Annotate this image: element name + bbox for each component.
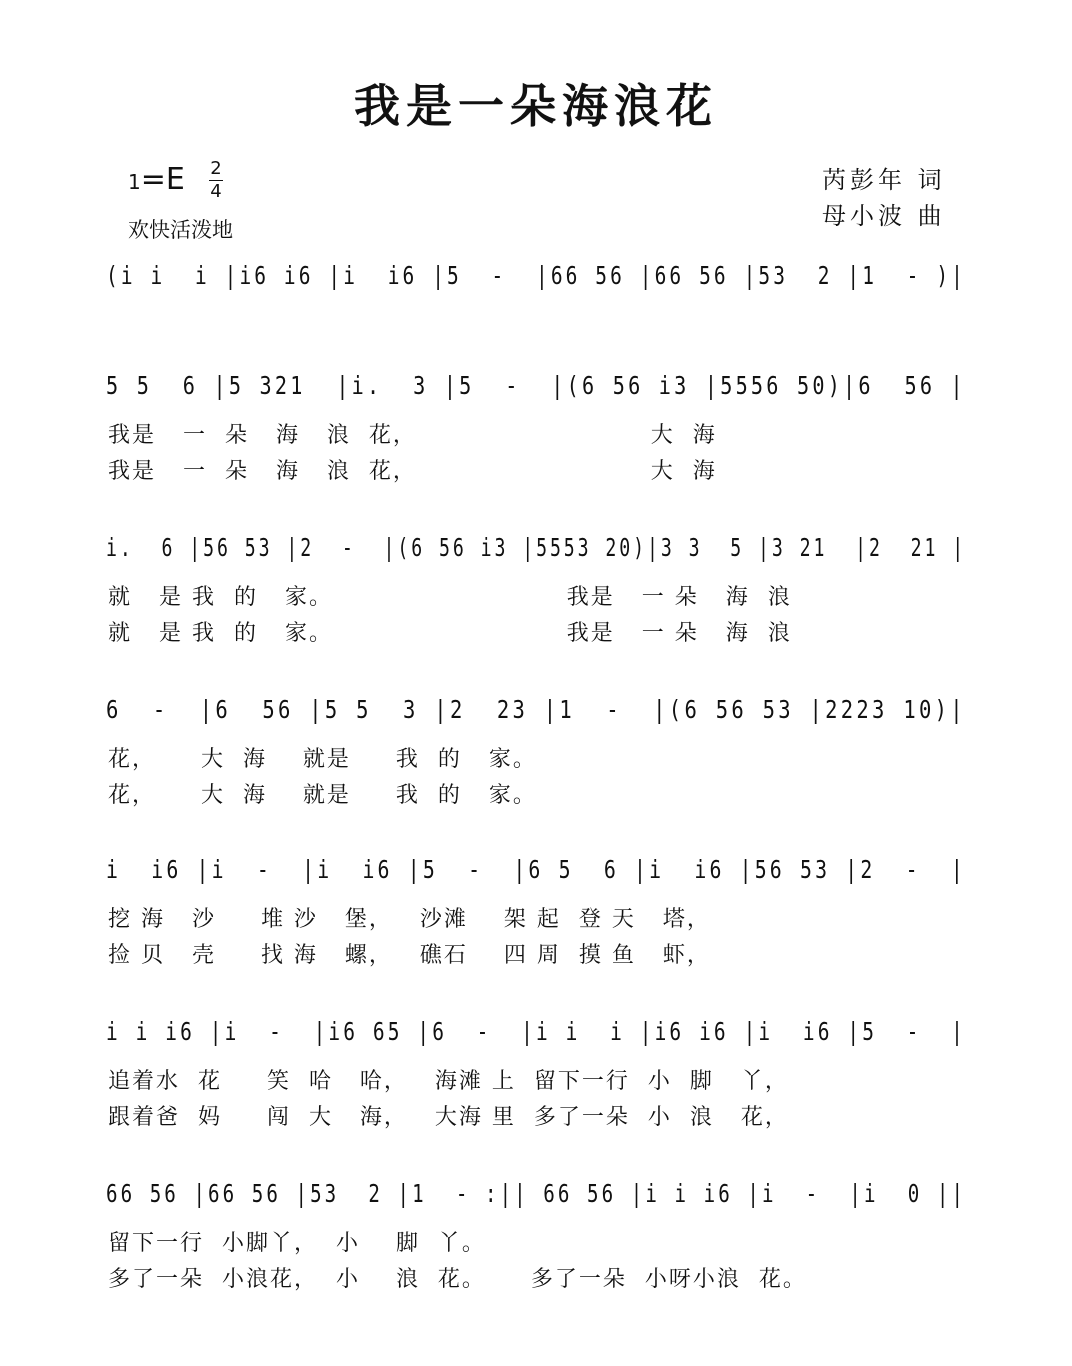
notation-line [106,1180,966,1220]
composer-credit: 母小波 曲 [822,202,946,230]
notation-text: 66 56 |66 56 |53 2 |1 - :|| 66 56 |i i i6 |i - |i 0 || [106,1179,967,1208]
notation-text: 5 5 6 |5 321 |i. 3 |5 - |(6 56 i3 |5556 50)|6 56 | [106,371,966,400]
song-title: 我是一朵海浪花 [354,79,718,133]
lyric-line: 多了一朵 小浪花， 小 浪 花。 多了一朵 小呀小浪 花。 [108,1267,807,1292]
time-signature-top: 2 [210,158,222,179]
notation-line [106,262,966,302]
lyric-line: 留下一行 小脚丫， 小 脚 丫。 [108,1231,486,1256]
key-degree: 1 [128,170,141,194]
lyric-line: 我是 一 朵 海 浪 花， 大 海 [108,423,717,448]
lyricist-credit: 芮彭年 词 [822,166,946,194]
notation-line [106,696,966,736]
tempo-marking: 欢快活泼地 [128,218,233,242]
time-signature-bottom: 4 [210,181,222,202]
lyric-line: 花， 大 海 就是 我 的 家。 [108,783,537,808]
lyric-line: 我是 一 朵 海 浪 花， 大 海 [108,459,717,484]
key-name: =E [140,162,185,197]
lyric-line: 追着水 花 笑 哈 哈， 海滩 上 留下一行 小 脚 丫， [108,1069,789,1094]
lyric-line: 就 是 我 的 家。 我是 一 朵 海 浪 [108,621,792,646]
notation-text: i i6 |i - |i i6 |5 - |6 5 6 |i i6 |56 53 |2 - | [106,855,966,884]
lyric-line: 挖 海 沙 堆 沙 堡， 沙滩 架 起 登 天 塔， [108,907,711,932]
lyric-line: 花， 大 海 就是 我 的 家。 [108,747,537,772]
lyric-line: 跟着爸 妈 闯 大 海， 大海 里 多了一朵 小 浪 花， [108,1105,789,1130]
notation-text: 6 - |6 56 |5 5 3 |2 23 |1 - |(6 56 53 |2223 10)| [106,695,966,724]
notation-text: i. 6 |56 53 |2 - |(6 56 i3 |5553 20)|3 3 5 |3 21 |2 21 | [106,533,967,562]
lyric-line: 就 是 我 的 家。 我是 一 朵 海 浪 [108,585,792,610]
notation-text: (i i i |i6 i6 |i i6 |5 - |66 56 |66 56 |53 2 |1 - )| [106,261,966,290]
notation-line [106,856,966,896]
lyric-line: 捡 贝 壳 找 海 螺， 礁石 四 周 摸 鱼 虾， [108,943,711,968]
notation-line [106,534,966,574]
notation-line [106,1018,966,1058]
notation-text: i i i6 |i - |i6 65 |6 - |i i i |i6 i6 |i i6 |5 - | [106,1017,966,1046]
notation-line [106,372,966,412]
